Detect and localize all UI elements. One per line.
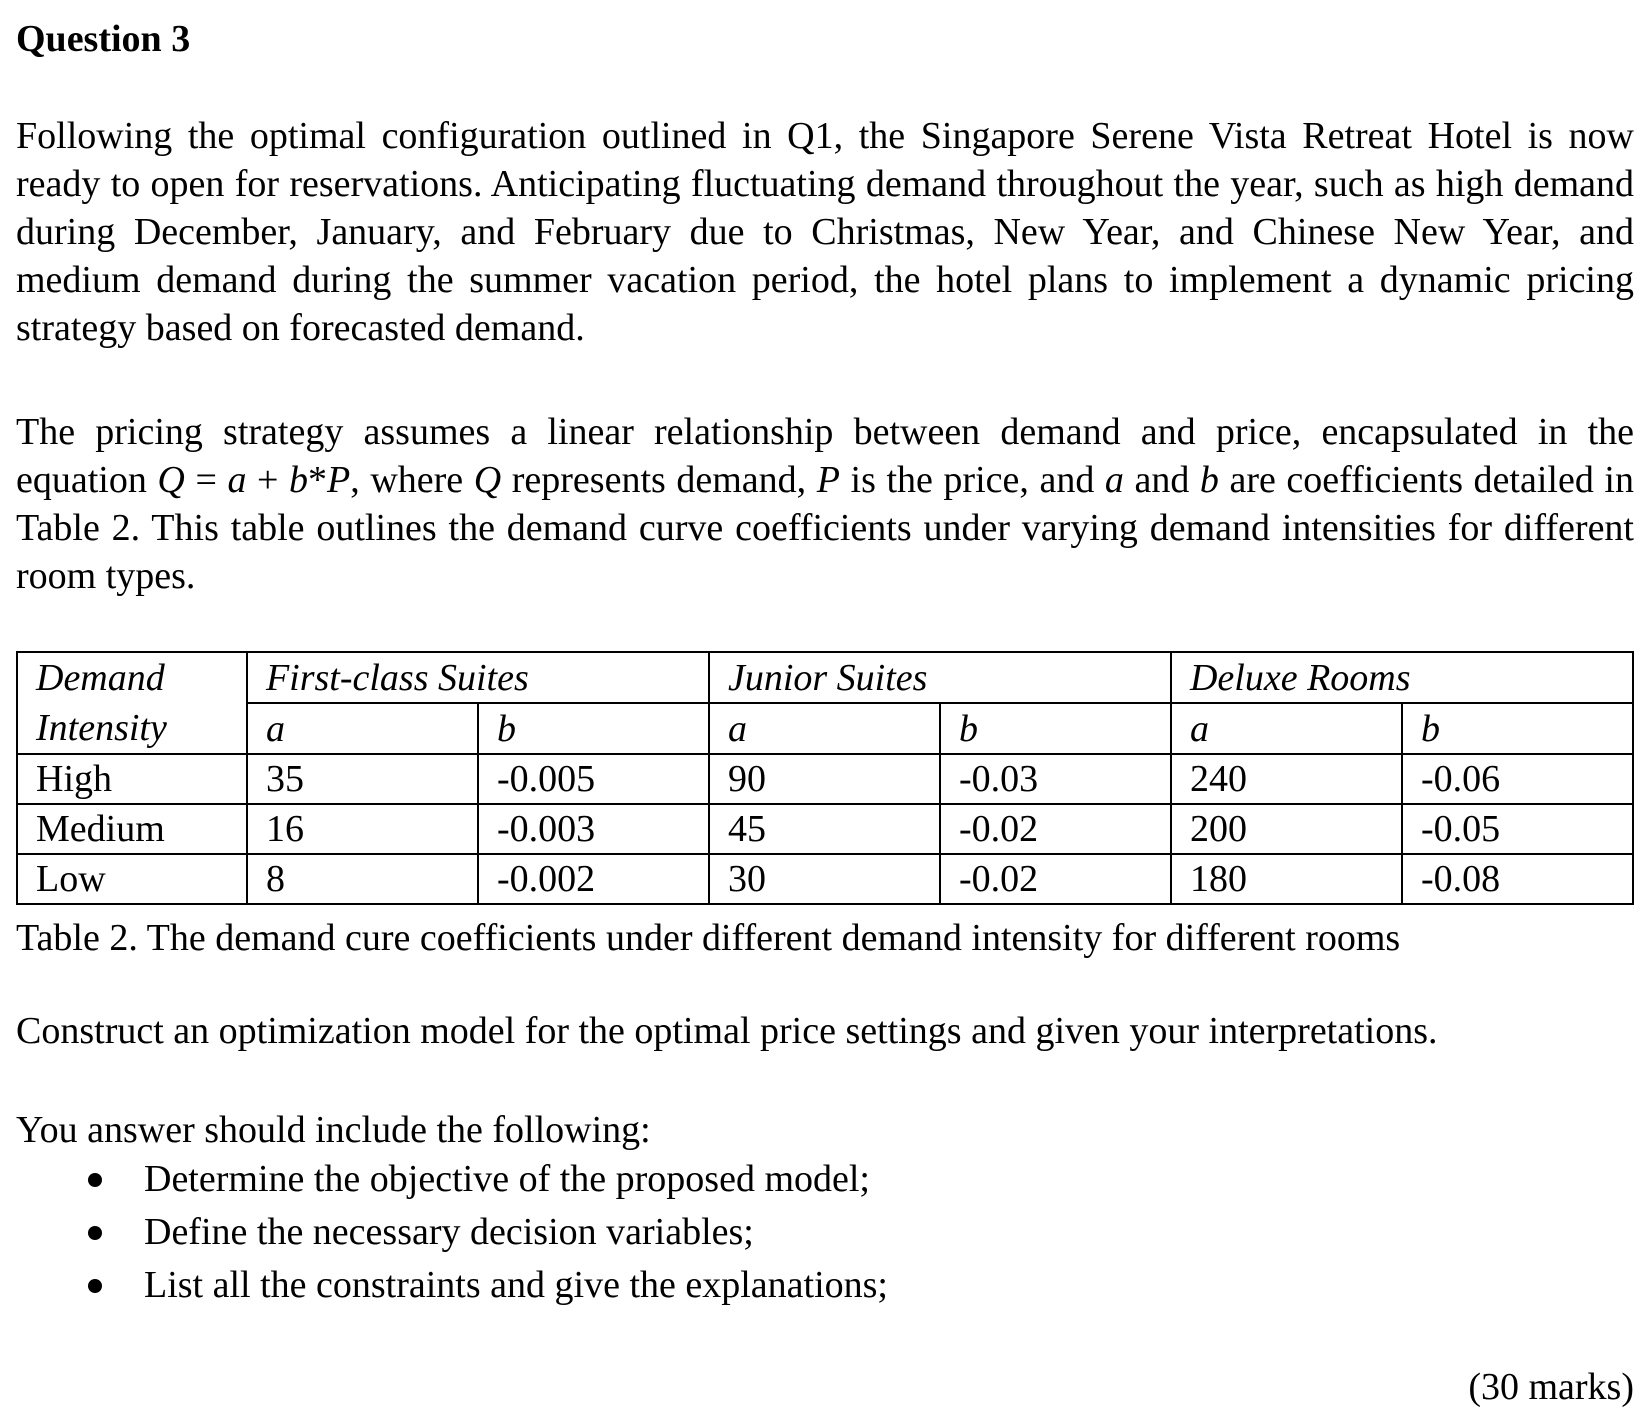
table-row	[17, 854, 1633, 904]
group-header: First-class Suites	[247, 652, 709, 703]
pricing-text-4: is the price, and	[839, 459, 1105, 501]
list-item	[16, 1259, 888, 1312]
subheader-cell: b	[940, 703, 1171, 754]
table-cell: 200	[1171, 804, 1402, 854]
var-p-2: P	[816, 459, 840, 501]
var-b-2: b	[1199, 459, 1219, 501]
table-cell: 30	[709, 854, 940, 904]
table-cell: -0.002	[478, 854, 709, 904]
equals-sign: =	[184, 459, 228, 501]
pricing-text-1: The pricing strategy assumes a linear relationship between demand and price, encapsulated in the equation	[16, 411, 1634, 501]
var-p: P	[327, 459, 351, 501]
row-label: High	[17, 754, 247, 804]
list-item-text: Determine the objective of the proposed model;	[144, 1158, 870, 1200]
table-cell: -0.06	[1402, 754, 1633, 804]
answer-intro: You answer should include the following:	[16, 1109, 651, 1151]
list-item-text: List all the constraints and give the explanations;	[144, 1264, 888, 1306]
bullet-icon	[88, 1226, 102, 1240]
table-cell: 90	[709, 754, 940, 804]
header-intensity: Intensity	[36, 707, 167, 749]
list-item-text: Define the necessary decision variables;	[144, 1211, 754, 1253]
list-item	[16, 1206, 888, 1259]
table-cell: -0.003	[478, 804, 709, 854]
pricing-paragraph	[16, 408, 1634, 600]
table-subheader-row	[17, 703, 1633, 754]
table-cell: 16	[247, 804, 478, 854]
subheader-cell: a	[247, 703, 478, 754]
question-title: Question 3	[16, 18, 191, 60]
demand-intensity-header	[17, 652, 247, 754]
table-row	[17, 804, 1633, 854]
table-cell: 240	[1171, 754, 1402, 804]
subheader-cell: b	[1402, 703, 1633, 754]
table-cell: 35	[247, 754, 478, 804]
intro-paragraph: Following the optimal configuration outlined in Q1, the Singapore Serene Vista Retreat Hotel is now ready to open for reservations. Anticipating fluctuating demand throughout the year, such as high demand during December, January, and February due to Christmas, New Year, and Chinese New Year, and medium demand during the summer vacation period, the hotel plans to implement a dynamic pricing strategy based on forecasted demand.	[16, 115, 1634, 349]
and-text: and	[1123, 459, 1200, 501]
var-q: Q	[157, 459, 185, 501]
requirements-list	[16, 1153, 888, 1312]
row-label: Medium	[17, 804, 247, 854]
table-cell: -0.02	[940, 804, 1171, 854]
table-cell: 180	[1171, 854, 1402, 904]
table-cell: -0.02	[940, 854, 1171, 904]
marks-label: (30 marks)	[1468, 1366, 1634, 1408]
header-demand: Demand	[36, 657, 165, 699]
table-row	[17, 754, 1633, 804]
construct-instruction: Construct an optimization model for the optimal price settings and given your interpretations.	[16, 1010, 1438, 1052]
table-caption: Table 2. The demand cure coefficients under different demand intensity for different rooms	[16, 917, 1401, 959]
table-cell: -0.05	[1402, 804, 1633, 854]
var-b: b	[289, 459, 309, 501]
bullet-icon	[88, 1279, 102, 1293]
subheader-cell: b	[478, 703, 709, 754]
table-cell: -0.03	[940, 754, 1171, 804]
table-header-row	[17, 652, 1633, 703]
pricing-text-2: , where	[350, 459, 474, 501]
var-a-2: a	[1104, 459, 1124, 501]
coefficient-table	[16, 651, 1634, 905]
subheader-cell: a	[709, 703, 940, 754]
bullet-icon	[88, 1173, 102, 1187]
table-cell: 45	[709, 804, 940, 854]
var-a: a	[227, 459, 247, 501]
subheader-cell: a	[1171, 703, 1402, 754]
group-header: Deluxe Rooms	[1171, 652, 1633, 703]
group-header: Junior Suites	[709, 652, 1171, 703]
pricing-text-5: are coefficients detailed in Table 2. This table outlines the demand curve coefficients under varying demand intensities for different room types.	[16, 459, 1634, 597]
plus-sign: +	[246, 459, 290, 501]
table-cell: -0.005	[478, 754, 709, 804]
pricing-text-3: represents demand,	[501, 459, 817, 501]
multiply-sign: *	[308, 459, 328, 501]
list-item	[16, 1153, 888, 1206]
var-q-2: Q	[473, 459, 502, 501]
table-cell: 8	[247, 854, 478, 904]
row-label: Low	[17, 854, 247, 904]
table-cell: -0.08	[1402, 854, 1633, 904]
